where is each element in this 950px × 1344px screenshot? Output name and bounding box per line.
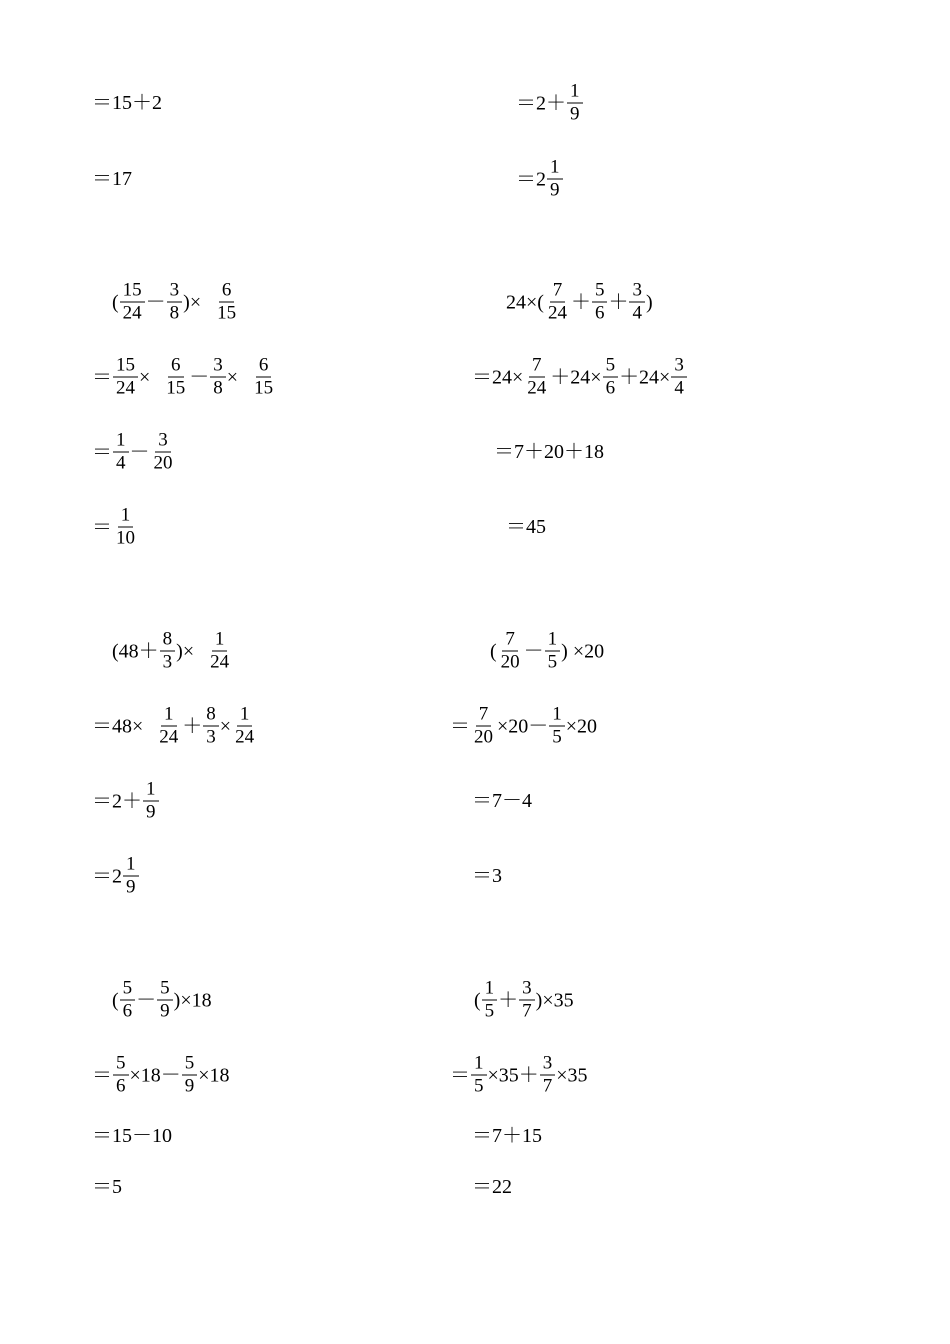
- expression-text: ＝45: [506, 516, 546, 538]
- equation-line: [92, 430, 177, 475]
- fraction-numerator: 1: [547, 157, 563, 180]
- expression-text: ＝: [92, 441, 112, 463]
- expression-text: (48＋: [112, 640, 159, 662]
- fraction-denominator: 15: [217, 302, 237, 324]
- fraction: [545, 629, 561, 674]
- fraction-numerator: 3: [155, 430, 171, 453]
- fraction-numerator: 5: [157, 978, 173, 1001]
- fraction: [603, 355, 619, 400]
- expression-text: ＝7＋20＋18: [494, 441, 604, 463]
- fraction-denominator: 7: [542, 1075, 553, 1097]
- fraction-numerator: 1: [143, 779, 159, 802]
- fraction-numerator: 3: [519, 978, 535, 1001]
- fraction: [143, 779, 159, 824]
- fraction-denominator: 24: [210, 651, 230, 673]
- equation-line: [112, 978, 212, 1023]
- fraction-denominator: 9: [550, 179, 560, 201]
- fraction-denominator: 20: [474, 726, 493, 748]
- fraction-numerator: 5: [592, 280, 608, 303]
- fraction: [214, 280, 239, 325]
- fraction: [545, 280, 570, 325]
- equation-line: [506, 280, 653, 325]
- fraction-denominator: 20: [500, 651, 520, 673]
- fraction-numerator: 7: [550, 280, 566, 303]
- fraction-numerator: 1: [545, 629, 561, 652]
- expression-text: ×: [219, 715, 232, 737]
- expression-text: ×20－: [497, 715, 549, 737]
- fraction-denominator: 10: [116, 527, 135, 549]
- equation-line: [516, 81, 584, 126]
- expression-text: ＝17: [92, 168, 132, 190]
- fraction-numerator: 7: [476, 704, 492, 727]
- equation-line: [472, 791, 532, 811]
- fraction-numerator: 3: [167, 280, 183, 303]
- expression-text: ＝2: [516, 168, 546, 190]
- equation-line: [92, 169, 132, 189]
- expression-text: ×: [139, 366, 151, 388]
- fraction-denominator: 3: [206, 726, 216, 748]
- fraction: [671, 355, 687, 400]
- fraction-numerator: 7: [502, 629, 518, 652]
- fraction: [113, 1053, 129, 1098]
- fraction-numerator: 3: [540, 1053, 556, 1076]
- fraction-numerator: 5: [603, 355, 619, 378]
- expression-text: ＋: [570, 291, 591, 313]
- expression-text: ×18－: [129, 1064, 181, 1086]
- expression-text: ): [645, 291, 653, 313]
- fraction: [113, 355, 138, 400]
- fraction-denominator: 9: [126, 876, 136, 898]
- fraction: [207, 629, 232, 674]
- expression-text: －: [523, 640, 544, 662]
- fraction-denominator: 24: [527, 377, 547, 399]
- expression-text: ＋24×: [550, 366, 602, 388]
- expression-text: )×: [176, 640, 195, 662]
- fraction-denominator: 6: [122, 1000, 133, 1022]
- fraction-numerator: 6: [219, 280, 235, 303]
- fraction-numerator: 15: [113, 355, 138, 378]
- fraction-numerator: 5: [113, 1053, 129, 1076]
- fraction-numerator: 3: [629, 280, 645, 303]
- fraction-denominator: 3: [162, 651, 173, 673]
- equation-line: [92, 704, 258, 749]
- expression-text: ＋: [182, 715, 203, 737]
- fraction: [547, 157, 563, 202]
- expression-text: ×18: [198, 1064, 230, 1086]
- expression-text: 24×(: [506, 291, 544, 313]
- expression-text: ×20: [565, 715, 598, 737]
- equation-line: [92, 1126, 172, 1146]
- equation-line: [490, 629, 604, 674]
- fraction-denominator: 5: [474, 1075, 484, 1097]
- equation-line: [112, 629, 233, 674]
- expression-text: ×35: [556, 1064, 588, 1086]
- fraction-denominator: 20: [153, 452, 173, 474]
- fraction-numerator: 5: [182, 1053, 198, 1076]
- equation-line: [472, 355, 688, 400]
- fraction-denominator: 15: [254, 377, 274, 399]
- expression-text: (: [490, 640, 497, 662]
- expression-text: ＝3: [472, 865, 502, 887]
- equation-line: [506, 517, 546, 537]
- fraction-denominator: 4: [674, 377, 684, 399]
- equation-line: [516, 157, 564, 202]
- expression-text: ＋: [498, 989, 519, 1011]
- fraction-denominator: 4: [632, 302, 642, 324]
- expression-text: ＝: [92, 366, 112, 388]
- fraction: [471, 704, 496, 749]
- fraction-denominator: 9: [160, 1000, 170, 1022]
- equation-line: [450, 1053, 588, 1098]
- fraction: [592, 280, 608, 325]
- equation-line: [92, 1177, 122, 1197]
- fraction-denominator: 5: [484, 1000, 495, 1022]
- equation-line: [92, 505, 139, 550]
- fraction: [482, 978, 498, 1023]
- fraction-numerator: 5: [120, 978, 136, 1001]
- fraction: [123, 854, 139, 899]
- expression-text: －: [136, 989, 157, 1011]
- equation-line: [472, 866, 502, 886]
- equation-line: [92, 355, 277, 400]
- fraction-numerator: 6: [168, 355, 184, 378]
- fraction-denominator: 6: [605, 377, 616, 399]
- fraction-numerator: 1: [237, 704, 253, 727]
- fraction: [629, 280, 645, 325]
- fraction-denominator: 24: [547, 302, 567, 324]
- expression-text: (: [474, 989, 481, 1011]
- fraction-denominator: 8: [213, 377, 223, 399]
- fraction-numerator: 1: [212, 629, 228, 652]
- fraction-denominator: 8: [169, 302, 180, 324]
- fraction: [151, 430, 176, 475]
- expression-text: －: [129, 441, 150, 463]
- fraction-denominator: 15: [166, 377, 186, 399]
- expression-text: )×18: [173, 989, 212, 1011]
- fraction-denominator: 9: [146, 801, 156, 823]
- expression-text: ＝2: [92, 865, 122, 887]
- fraction-denominator: 6: [594, 302, 605, 324]
- expression-text: ×: [226, 366, 239, 388]
- equation-line: [92, 93, 162, 113]
- fraction-denominator: 24: [159, 726, 179, 748]
- equation-line: [92, 854, 140, 899]
- fraction: [232, 704, 257, 749]
- expression-text: ＝: [450, 1064, 470, 1086]
- expression-text: ) ×20: [561, 640, 605, 662]
- fraction: [163, 355, 188, 400]
- expression-text: )×: [183, 291, 202, 313]
- fraction-denominator: 24: [235, 726, 255, 748]
- expression-text: ×35＋: [487, 1064, 539, 1086]
- fraction: [540, 1053, 556, 1098]
- fraction: [120, 978, 136, 1023]
- expression-text: ＝15＋2: [92, 92, 162, 114]
- fraction-denominator: 9: [570, 103, 580, 125]
- fraction-denominator: 4: [116, 452, 126, 474]
- equation-line: [474, 978, 574, 1023]
- expression-text: ＋24×: [619, 366, 671, 388]
- expression-text: －: [145, 291, 166, 313]
- fraction-denominator: 24: [122, 302, 142, 324]
- fraction-numerator: 1: [567, 81, 583, 104]
- fraction-numerator: 3: [671, 355, 687, 378]
- fraction-numerator: 6: [256, 355, 272, 378]
- fraction-denominator: 6: [116, 1075, 126, 1097]
- expression-text: ＝7＋15: [472, 1125, 542, 1147]
- expression-text: ＝2＋: [516, 92, 566, 114]
- fraction-numerator: 8: [203, 704, 219, 727]
- fraction: [203, 704, 219, 749]
- fraction-numerator: 1: [482, 978, 498, 1001]
- fraction-numerator: 1: [113, 430, 129, 453]
- equation-line: [472, 1177, 512, 1197]
- fraction-numerator: 1: [471, 1053, 487, 1076]
- fraction: [210, 355, 226, 400]
- expression-text: ＝24×: [472, 366, 524, 388]
- fraction-numerator: 1: [549, 704, 565, 727]
- expression-text: ＝2＋: [92, 790, 142, 812]
- expression-text: －: [189, 366, 210, 388]
- fraction: [157, 978, 173, 1023]
- fraction-numerator: 1: [123, 854, 139, 877]
- fraction: [120, 280, 145, 325]
- fraction-numerator: 15: [120, 280, 145, 303]
- equation-line: [450, 704, 597, 749]
- expression-text: ＝5: [92, 1176, 122, 1198]
- fraction-denominator: 24: [116, 377, 135, 399]
- fraction: [519, 978, 535, 1023]
- expression-text: (: [112, 989, 119, 1011]
- expression-text: ＝: [92, 516, 112, 538]
- fraction-denominator: 5: [552, 726, 562, 748]
- expression-text: (: [112, 291, 119, 313]
- fraction-numerator: 1: [118, 505, 134, 528]
- expression-text: ＝22: [472, 1176, 512, 1198]
- fraction-numerator: 8: [160, 629, 176, 652]
- equation-line: [472, 1126, 542, 1146]
- fraction: [549, 704, 565, 749]
- fraction: [167, 280, 183, 325]
- fraction: [156, 704, 181, 749]
- fraction-denominator: 9: [184, 1075, 195, 1097]
- fraction-numerator: 7: [529, 355, 545, 378]
- fraction: [160, 629, 176, 674]
- fraction: [471, 1053, 487, 1098]
- fraction: [113, 505, 138, 550]
- equation-line: [92, 1053, 230, 1098]
- fraction: [251, 355, 276, 400]
- equation-line: [92, 779, 160, 824]
- expression-text: ＝: [92, 1064, 112, 1086]
- expression-text: ＝15－10: [92, 1125, 172, 1147]
- fraction-numerator: 3: [210, 355, 226, 378]
- expression-text: ＝48×: [92, 715, 144, 737]
- equation-line: [112, 280, 240, 325]
- fraction: [113, 430, 129, 475]
- fraction: [524, 355, 549, 400]
- equation-line: [494, 442, 604, 462]
- fraction-denominator: 5: [547, 651, 558, 673]
- expression-text: )×35: [535, 989, 574, 1011]
- fraction-denominator: 7: [522, 1000, 532, 1022]
- expression-text: ＝7－4: [472, 790, 532, 812]
- fraction-numerator: 1: [161, 704, 177, 727]
- fraction: [182, 1053, 198, 1098]
- expression-text: ＝: [450, 715, 470, 737]
- fraction: [498, 629, 523, 674]
- fraction: [567, 81, 583, 126]
- expression-text: ＋: [608, 291, 629, 313]
